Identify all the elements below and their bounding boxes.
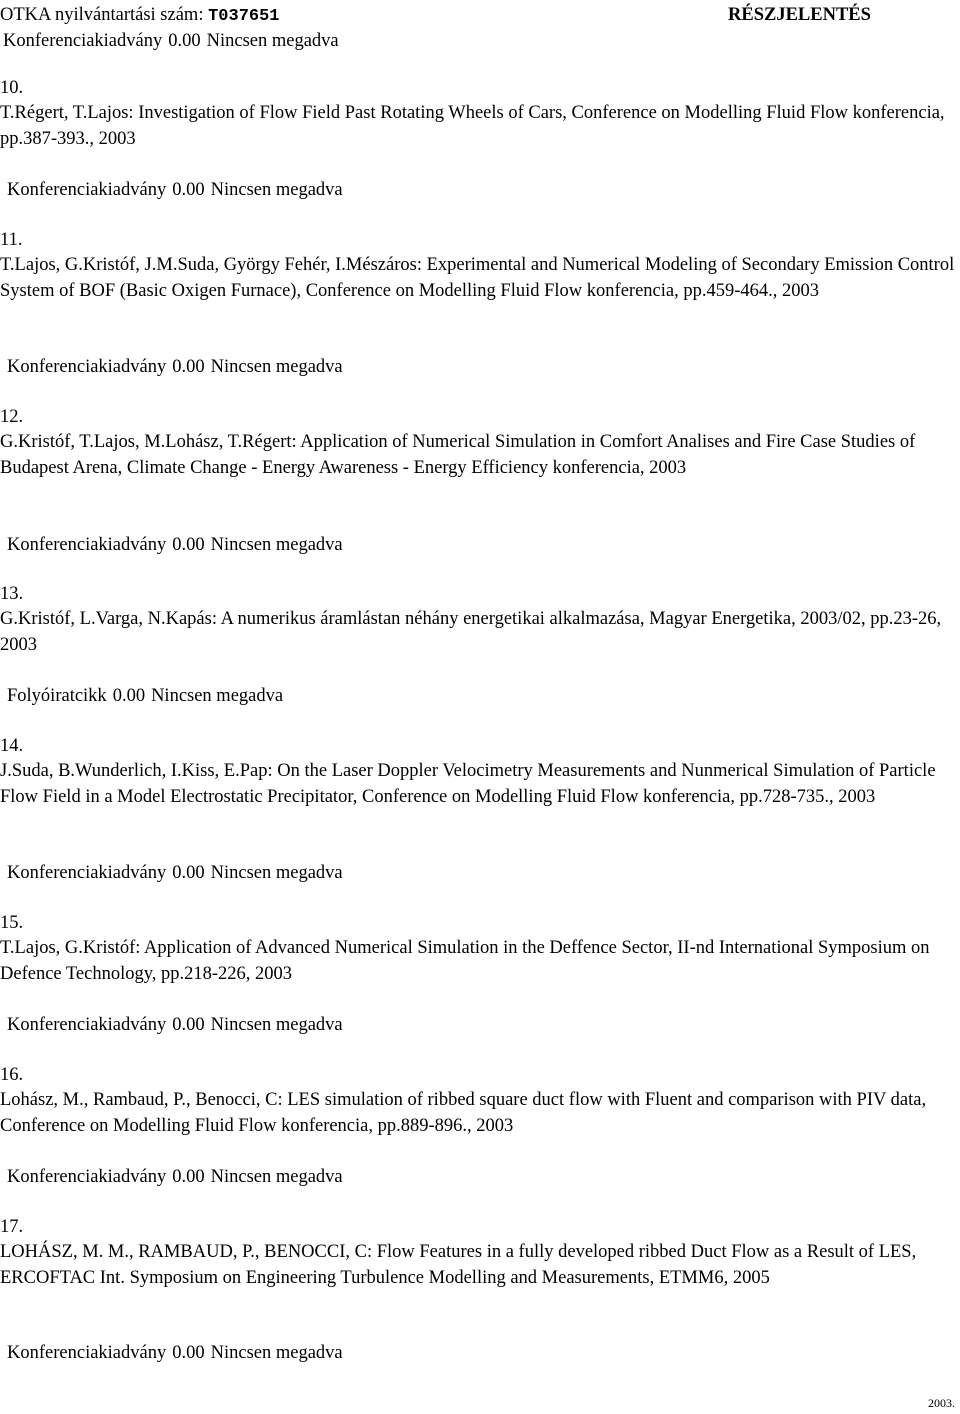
entry-meta [7, 1342, 343, 1364]
entry-number: 13. [0, 584, 24, 604]
entry-number: 12. [0, 407, 24, 427]
meta-value: 0.00 [112, 686, 146, 706]
footer-year: 2003. [928, 1396, 955, 1410]
meta-type: Konferenciakiadvány [7, 535, 167, 555]
top-meta-line [3, 30, 339, 52]
entry-number: 14. [0, 736, 24, 756]
entry-number: 17. [0, 1217, 24, 1237]
meta-status: Nincsen megadva [210, 1167, 343, 1187]
entry-meta [7, 862, 343, 884]
entry-text: Lohász, M., Rambaud, P., Benocci, C: LES simulation of ribbed square duct flow with Fluent and comparison with PIV data, Conference on Modelling Fluid Flow konferencia, pp.889-896., 2003 [0, 1090, 927, 1136]
entry-meta [7, 1166, 343, 1188]
meta-status: Nincsen megadva [151, 686, 284, 706]
entry-text: LOHÁSZ, M. M., RAMBAUD, P., BENOCCI, C: Flow Features in a fully developed ribbed Duct Flow as a Result of LES, ERCOFTAC Int. Symposium on Engineering Turbulence Modelling and Measurements, ETMM6, 2005 [0, 1242, 917, 1288]
entry-meta [7, 1014, 343, 1036]
meta-status: Nincsen megadva [210, 180, 343, 200]
meta-type: Konferenciakiadvány [7, 863, 167, 883]
meta-value: 0.00 [172, 1167, 205, 1187]
meta-type: Konferenciakiadvány [3, 31, 163, 51]
entry-text: T.Lajos, G.Kristóf: Application of Advanced Numerical Simulation in the Deffence Sector, II-nd International Symposium on Defence Technology, pp.218-226, 2003 [0, 938, 930, 984]
meta-value: 0.00 [168, 31, 201, 51]
entry-meta [7, 685, 283, 707]
meta-status: Nincsen megadva [210, 1015, 343, 1035]
meta-status: Nincsen megadva [210, 357, 343, 377]
entry-number: 15. [0, 913, 24, 933]
header-id-line [0, 4, 280, 28]
meta-status: Nincsen megadva [210, 863, 343, 883]
page-header [0, 4, 960, 26]
meta-status: Nincsen megadva [210, 1343, 343, 1363]
header-id: T037651 [208, 7, 280, 26]
meta-value: 0.00 [172, 1015, 205, 1035]
meta-value: 0.00 [172, 535, 205, 555]
header-report-label: RÉSZJELENTÉS [728, 5, 871, 25]
meta-value: 0.00 [172, 357, 205, 377]
entry-text: T.Régert, T.Lajos: Investigation of Flow Field Past Rotating Wheels of Cars, Conference on Modelling Fluid Flow konferencia, pp.387-393., 2003 [0, 103, 945, 149]
meta-type: Konferenciakiadvány [7, 1343, 167, 1363]
meta-type: Konferenciakiadvány [7, 1167, 167, 1187]
entry-text: G.Kristóf, T.Lajos, M.Lohász, T.Régert: Application of Numerical Simulation in Comfort Analises and Fire Case Studies of Budapest Arena, Climate Change - Energy Awareness - Energy Efficiency konferencia, 2003 [0, 432, 916, 478]
meta-type: Konferenciakiadvány [7, 357, 167, 377]
meta-value: 0.00 [172, 863, 205, 883]
entry-text: J.Suda, B.Wunderlich, I.Kiss, E.Pap: On the Laser Doppler Velocimetry Measurements and Nunmerical Simulation of Particle Flow Field in a Model Electrostatic Precipitator, Conference on Modelling Fluid Flow konferencia, pp.728-735., 2003 [0, 761, 936, 807]
entry-meta [7, 356, 343, 378]
header-prefix: OTKA nyilvántartási szám: [0, 5, 209, 25]
meta-status: Nincsen megadva [210, 535, 343, 555]
meta-value: 0.00 [172, 180, 205, 200]
entry-text: G.Kristóf, L.Varga, N.Kapás: A numerikus áramlástan néhány energetikai alkalmazása, Magyar Energetika, 2003/02, pp.23-26, 2003 [0, 609, 942, 655]
meta-type: Konferenciakiadvány [7, 1015, 167, 1035]
meta-status: Nincsen megadva [206, 31, 339, 51]
entry-number: 16. [0, 1065, 24, 1085]
entry-meta [7, 534, 343, 556]
entry-text: T.Lajos, G.Kristóf, J.M.Suda, György Fehér, I.Mészáros: Experimental and Numerical Modeling of Secondary Emission Control System of BOF (Basic Oxigen Furnace), Conference on Modelling Fluid Flow konferencia, pp.459-464., 2003 [0, 255, 955, 301]
entry-number: 11. [0, 230, 23, 250]
meta-type: Folyóiratcikk [7, 686, 107, 706]
entry-number: 10. [0, 78, 24, 98]
meta-value: 0.00 [172, 1343, 205, 1363]
meta-type: Konferenciakiadvány [7, 180, 167, 200]
entry-meta [7, 179, 343, 201]
